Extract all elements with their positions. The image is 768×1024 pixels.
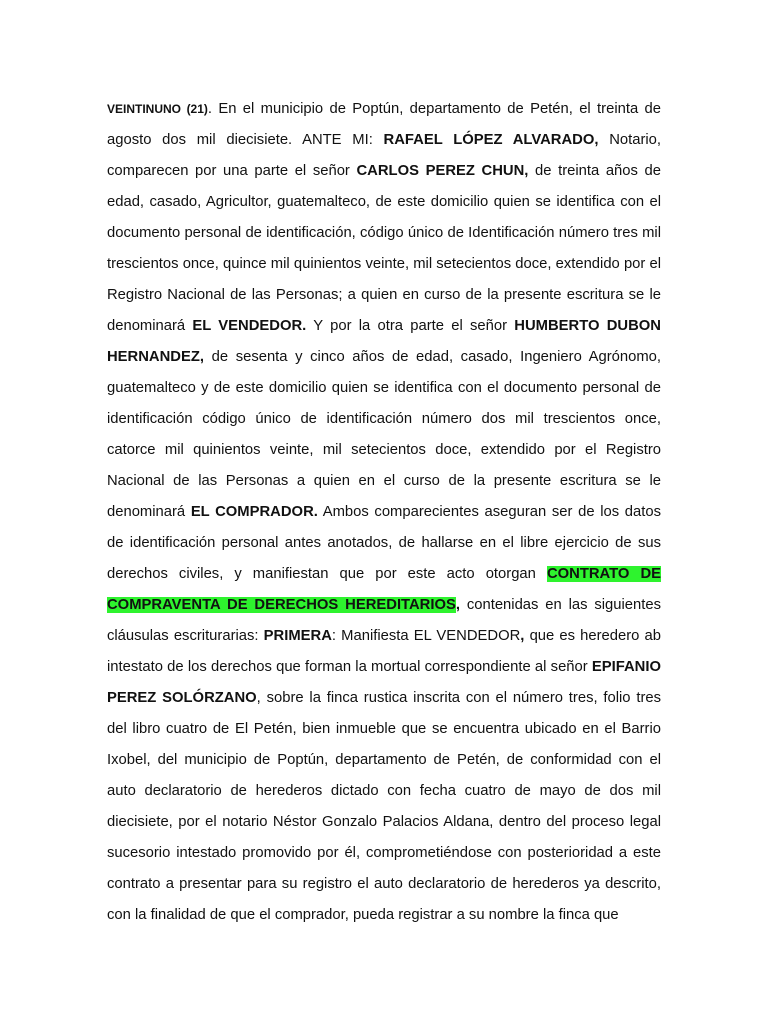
- deed-paragraph: [107, 94, 661, 931]
- text-segment: Notario, comparecen por una parte el señor: [107, 132, 662, 179]
- contract-type-highlight: CONTRATO DE COMPRAVENTA DE DERECHOS HEREDITARIOS: [107, 566, 662, 613]
- text-segment: , sobre la finca rustica inscrita con el número tres, folio tres del libro cuatro de El Petén, bien inmueble que se encuentra ubicado en el Barrio Ixobel, del municipio de Poptún, departamento de Petén, de conformidad con el auto declaratorio de herederos dictado con fecha cuatro de mayo de dos mil diecisiete, por el notario Néstor Gonzalo Palacios Aldana, dentro del proceso legal sucesorio intestado promovido por él, comprometiéndose con posterioridad a este contrato a presentar para su registro el auto declaratorio de herederos ya descrito, con la finalidad de que el comprador, pueda registrar a su nombre la finca que: [107, 690, 661, 923]
- text-segment: : Manifiesta EL VENDEDOR: [331, 628, 521, 644]
- notary-name: RAFAEL LÓPEZ ALVARADO,: [383, 132, 599, 148]
- clause-primera-label: PRIMERA: [263, 628, 332, 644]
- text-segment: Ambos comparecientes aseguran ser de los datos de identificación personal antes anotados, de hallarse en el libre ejercicio de sus derechos civiles, y manifiestan que por este acto otorgan: [107, 504, 661, 582]
- seller-designation: EL VENDEDOR.: [192, 318, 307, 334]
- text-segment: contenidas en las siguientes cláusulas escriturarias:: [107, 597, 662, 644]
- text-segment: de sesenta y cinco años de edad, casado, Ingeniero Agrónomo, guatemalteco y de este domicilio quien se identifica con el documento personal de identificación código único de identificación número dos mil trescientos once, catorce mil quinientos veinte, mil setecientos doce, extendido por el Registro Nacional de las Personas a quien en el curso de la presente escritura se le denominará: [107, 349, 661, 520]
- text-segment: . En el municipio de Poptún, departamento de Petén, el treinta de agosto dos mil diecisiete. ANTE MI:: [107, 101, 661, 148]
- buyer-designation: EL COMPRADOR.: [190, 504, 318, 520]
- deed-number: VEINTINUNO (21): [107, 102, 208, 116]
- text-segment: ,: [455, 597, 460, 613]
- buyer-name: HUMBERTO DUBON HERNANDEZ,: [107, 318, 661, 365]
- text-segment: ,: [520, 628, 525, 644]
- text-segment: de treinta años de edad, casado, Agricultor, guatemalteco, de este domicilio quien se identifica con el documento personal de identificación, código único de Identificación número tres mil trescientos once, quince mil quinientos veinte, mil setecientos doce, extendido por el Registro Nacional de las Personas; a quien en curso de la presente escritura se le denominará: [107, 163, 661, 334]
- text-segment: que es heredero ab intestato de los derechos que forman la mortual correspondiente al señor: [107, 628, 661, 675]
- seller-name: CARLOS PEREZ CHUN,: [356, 163, 529, 179]
- text-segment: Y por la otra parte el señor: [306, 318, 515, 334]
- deceased-name: EPIFANIO PEREZ SOLÓRZANO: [107, 659, 661, 706]
